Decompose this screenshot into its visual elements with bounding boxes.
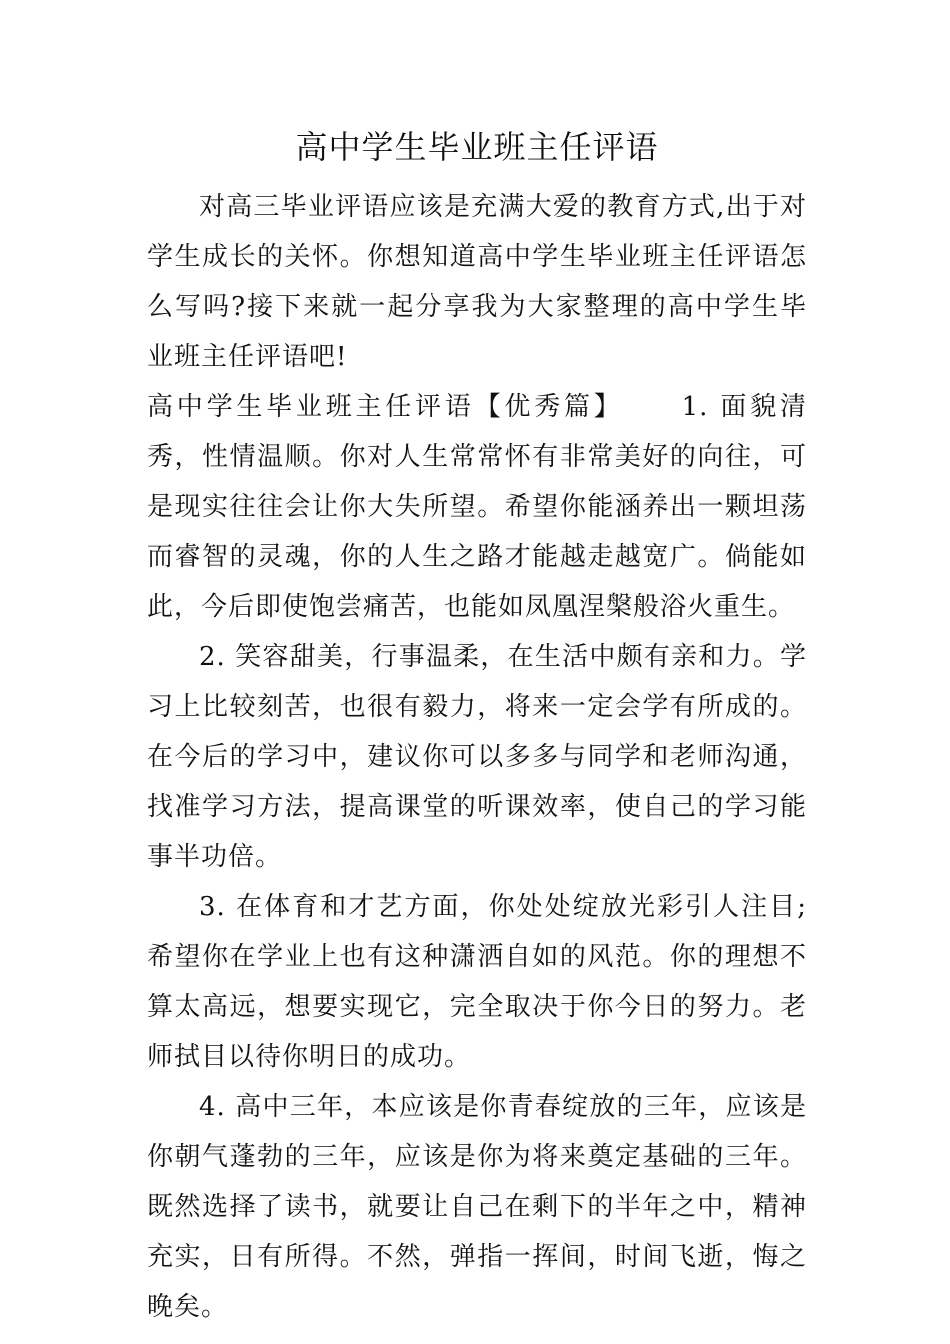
document-content bbox=[147, 118, 807, 1332]
comment-item-2: 2. 笑容甜美，行事温柔，在生活中颇有亲和力。学习上比较刻苦，也很有毅力，将来一定会学有所成的。在今后的学习中，建议你可以多多与同学和老师沟通，找准学习方法，提高课堂的听课效率，使自己的学习能事半功倍。 bbox=[147, 642, 807, 872]
comment-item-1: 1. 面貌清秀，性情温顺。你对人生常常怀有非常美好的向往，可是现实往往会让你大失所望。希望你能涵养出一颗坦荡而睿智的灵魂，你的人生之路才能越走越宽广。倘能如此，今后即使饱尝痛苦，也能如凤凰涅槃般浴火重生。 bbox=[147, 392, 807, 622]
document-title: 高中学生毕业班主任评语 bbox=[295, 128, 659, 166]
comment-item-4: 4. 高中三年，本应该是你青春绽放的三年，应该是你朝气蓬勃的三年，应该是你为将来奠定基础的三年。既然选择了读书，就要让自己在剩下的半年之中，精神充实，日有所得。不然，弹指一挥间，时间飞逝，悔之晚矣。 bbox=[147, 1092, 807, 1322]
section-title: 高中学生毕业班主任评语【优秀篇】 bbox=[147, 392, 624, 422]
section-paragraph-1 bbox=[147, 382, 807, 632]
intro-paragraph: 对高三毕业评语应该是充满大爱的教育方式,出于对学生成长的关怀。你想知道高中学生毕业班主任评语怎么写吗?接下来就一起分享我为大家整理的高中学生毕业班主任评语吧! bbox=[147, 192, 807, 372]
comment-item-3: 3. 在体育和才艺方面，你处处绽放光彩引人注目;希望你在学业上也有这种潇洒自如的风范。你的理想不算太高远，想要实现它，完全取决于你今日的努力。老师拭目以待你明日的成功。 bbox=[147, 892, 807, 1072]
